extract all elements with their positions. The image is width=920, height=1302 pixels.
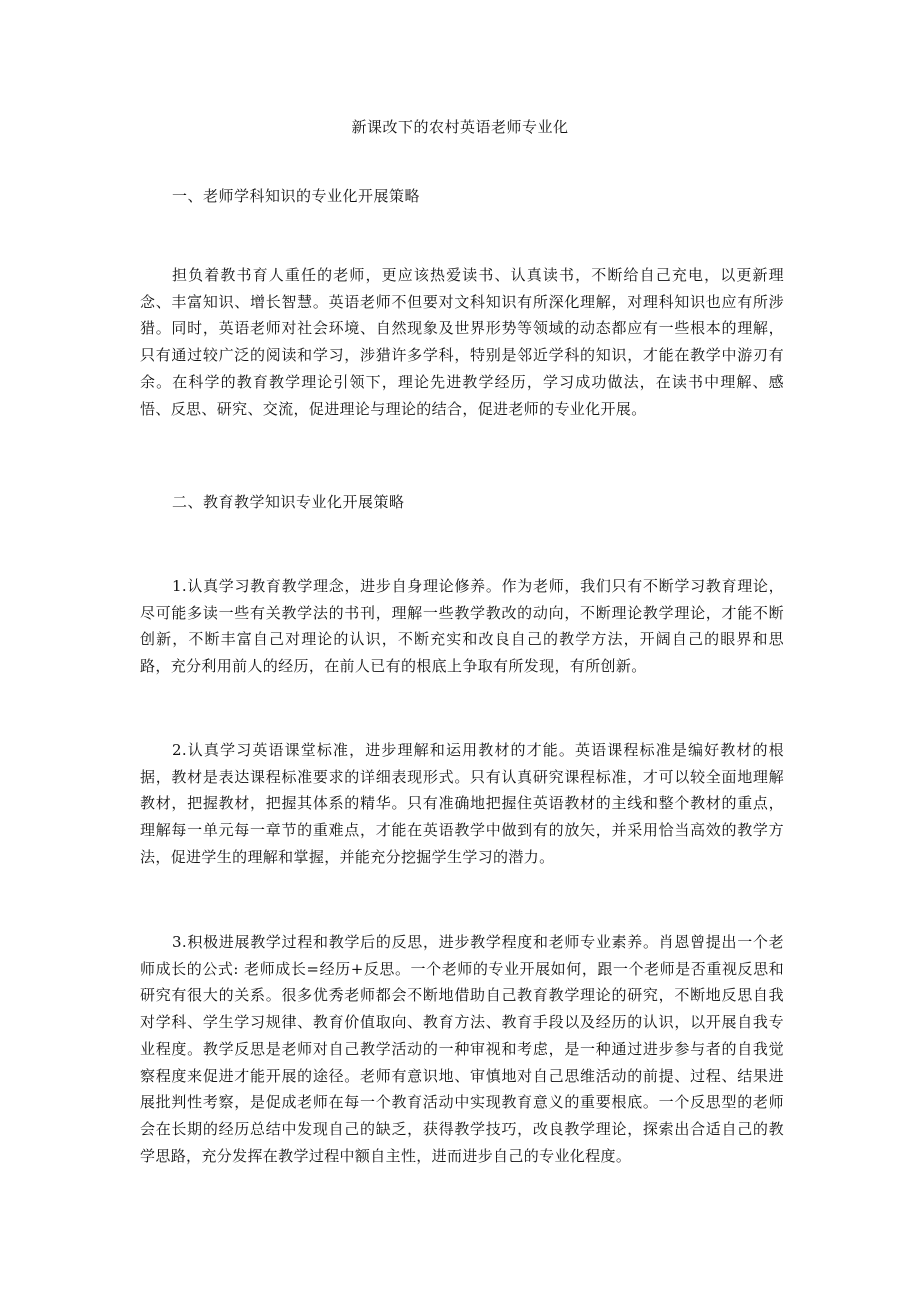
section-heading: 一、老师学科知识的专业化开展策略 (172, 187, 421, 205)
paragraph: 1.认真学习教育教学理念，进步自身理论修养。作为老师，我们只有不断学习教育理论，尽可能多读一些有关教学法的书刊，理解一些教学教改的动向，不断理论教学理论，才能不断创新，不断丰富自己对理论的认识，不断充实和改良自己的教学方法，开阔自己的眼界和思路，充分利用前人的经历，在前人已有的根底上争取有所发现，有所创新。 (140, 577, 784, 676)
paragraph: 2.认真学习英语课堂标准，进步理解和运用教材的才能。英语课程标准是编好教材的根据，教材是表达课程标准要求的详细表现形式。只有认真研究课程标准，才可以较全面地理解教材，把握教材，把握其体系的精华。只有准确地把握住英语教材的主线和整个教材的重点，理解每一单元每一章节的重难点，才能在英语教学中做到有的放矢，并采用恰当高效的教学方法，促进学生的理解和掌握，并能充分挖掘学生学习的潜力。 (140, 741, 784, 866)
document-title: 新课改下的农村英语老师专业化 (351, 118, 569, 136)
paragraph: 3.积极进展教学过程和教学后的反思，进步教学程度和老师专业素养。肖恩曾提出一个老师成长的公式: 老师成长=经历+反思。一个老师的专业开展如何，跟一个老师是否重视反思和研究有很大的关系。很多优秀老师都会不断地借助自己教育教学理论的研究，不断地反思自我对学科、学生学习规律、教育价值取向、教育方法、教育手段以及经历的认识，以开展自我专业程度。教学反思是老师对自己教学活动的一种审视和考虑，是一种通过进步参与者的自我觉察程度来促进才能开展的途径。老师有意识地、审慎地对自己思维活动的前提、过程、结果进展批判性考察，是促成老师在每一个教育活动中实现教育意义的重要根底。一个反思型的老师会在长期的经历总结中发现自己的缺乏，获得教学技巧，改良教学理论，探索出合适自己的教学思路，充分发挥在教学过程中额自主性，进而进步自己的专业化程度。 (140, 933, 784, 1165)
section-heading: 二、教育教学知识专业化开展策略 (172, 493, 405, 511)
paragraph: 担负着教书育人重任的老师，更应该热爱读书、认真读书，不断给自己充电，以更新理念、丰富知识、增长智慧。英语老师不但要对文科知识有所深化理解，对理科知识也应有所涉猎。同时，英语老师对社会环境、自然现象及世界形势等领域的动态都应有一些根本的理解，只有通过较广泛的阅读和学习，涉猎许多学科，特别是邻近学科的知识，才能在教学中游刃有余。在科学的教育教学理论引领下，理论先进教学经历，学习成功做法，在读书中理解、感悟、反思、研究、交流，促进理论与理论的结合，促进老师的专业化开展。 (140, 266, 784, 418)
